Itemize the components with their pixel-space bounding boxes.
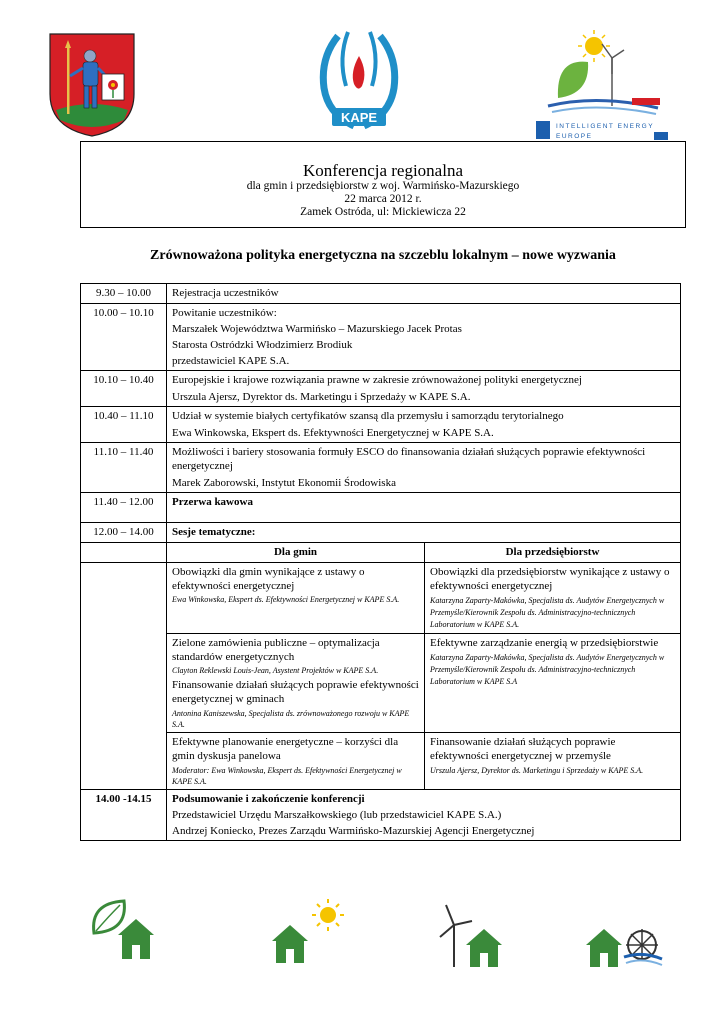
session-speaker: Urszula Ajersz, Dyrektor ds. Marketingu i Sprzedaży w KAPE S.A. bbox=[430, 766, 644, 775]
event-line: Ewa Winkowska, Ekspert ds. Efektywności Energetycznej w KAPE S.A. bbox=[172, 427, 494, 439]
session-speaker: Katarzyna Zaparty-Makówka, Specjalista ds. Audytów Energetycznych w Przemyśle/Kierownik Zespołu ds. Administracyjno-technicznych Laboratorium w KAPE S.A. bbox=[430, 596, 665, 629]
leaf-house-icon bbox=[84, 895, 204, 970]
table-row bbox=[81, 371, 681, 407]
sun-house-icon bbox=[266, 895, 386, 970]
session-speaker: Moderator: Ewa Winkowska, Ekspert ds. Efektywności Energetycznej w KAPE S.A. bbox=[172, 766, 402, 786]
column-header-przedsiebiorstw: Dla przedsiębiorstw bbox=[425, 543, 681, 563]
event-title: Możliwości i bariery stosowania formuły ESCO do finansowania działań służących poprawie efektywności energetycznej bbox=[172, 446, 646, 472]
session-cell bbox=[167, 733, 425, 790]
event-title: Europejskie i krajowe rozwiązania prawne w zakresie zrównoważonej polityki energetycznej bbox=[172, 374, 582, 386]
table-row bbox=[81, 523, 681, 543]
time-cell: 10.40 – 11.10 bbox=[81, 407, 167, 443]
time-cell: 11.10 – 11.40 bbox=[81, 443, 167, 493]
event-title: Przerwa kawowa bbox=[172, 496, 253, 508]
time-cell: 10.10 – 10.40 bbox=[81, 371, 167, 407]
session-cell bbox=[167, 634, 425, 733]
event-cell bbox=[167, 523, 681, 543]
table-row bbox=[81, 790, 681, 841]
table-row bbox=[81, 733, 681, 790]
water-wheel-house-icon bbox=[584, 895, 704, 970]
event-title: Powitanie uczestników: bbox=[172, 307, 277, 319]
logo-row bbox=[0, 28, 724, 143]
table-row bbox=[81, 407, 681, 443]
event-cell bbox=[167, 407, 681, 443]
session-title: Efektywne zarządzanie energią w przedsiębiorstwie bbox=[430, 637, 659, 649]
agenda-table bbox=[80, 283, 681, 841]
conference-subtitle: dla gmin i przedsiębiorstw z woj. Warmińsko-Mazurskiego bbox=[246, 180, 520, 192]
session-speaker: Katarzyna Zaparty-Makówka, Specjalista ds. Audytów Energetycznych w Przemyśle/Kierownik Zespołu ds. Administracyjno-technicznych Laboratorium w KAPE S.A bbox=[430, 653, 665, 686]
event-line: Andrzej Koniecko, Prezes Zarządu Warmińsko-Mazurskiej Agencji Energetycznej bbox=[172, 825, 535, 837]
table-row bbox=[81, 443, 681, 493]
session-title: Efektywne planowanie energetyczne – korzyści dla gmin dyskusja panelowa bbox=[172, 736, 399, 762]
table-row bbox=[81, 493, 681, 523]
event-title: Udział w systemie białych certyfikatów szansą dla przemysłu i samorządu terytorialnego bbox=[172, 410, 564, 422]
empty-cell bbox=[81, 543, 167, 563]
session-title: Finansowanie działań służących poprawie efektywności energetycznej w przemyśle bbox=[430, 736, 616, 762]
conference-title: Konferencja regionalna bbox=[303, 161, 463, 180]
session-cell bbox=[425, 563, 681, 634]
ie-line1: INTELLIGENT ENERGY bbox=[556, 123, 655, 130]
conference-date: 22 marca 2012 r. bbox=[344, 193, 422, 205]
event-line: Przedstawiciel Urzędu Marszałkowskiego (lub przedstawiciel KAPE S.A.) bbox=[172, 809, 502, 821]
kape-logo-text: KAPE bbox=[340, 110, 378, 125]
time-cell: 11.40 – 12.00 bbox=[81, 493, 167, 523]
intelligent-energy-europe-logo bbox=[528, 28, 680, 143]
session-cell bbox=[425, 634, 681, 733]
conference-venue: Zamek Ostróda, ul: Mickiewicza 22 bbox=[300, 206, 466, 218]
table-row bbox=[81, 284, 681, 304]
time-cell: 12.00 – 14.00 bbox=[81, 523, 167, 543]
session-speaker: Antonina Kaniszewska, Specjalista ds. zrównoważonego rozwoju w KAPE S.A. bbox=[172, 709, 410, 729]
session-cell bbox=[425, 733, 681, 790]
event-cell bbox=[167, 304, 681, 371]
time-cell: 14.00 -14.15 bbox=[81, 790, 167, 841]
session-cell bbox=[167, 563, 425, 634]
table-row bbox=[81, 304, 681, 371]
event-cell bbox=[167, 443, 681, 493]
event-cell bbox=[167, 284, 681, 304]
kape-logo bbox=[308, 28, 410, 142]
event-title: Rejestracja uczestników bbox=[172, 287, 279, 299]
event-title: Podsumowanie i zakończenie konferencji bbox=[172, 793, 365, 805]
event-cell bbox=[167, 371, 681, 407]
event-line: Marek Zaborowski, Instytut Ekonomii Środowiska bbox=[172, 477, 396, 489]
time-cell: 10.00 – 10.10 bbox=[81, 304, 167, 371]
conference-header-box bbox=[80, 141, 686, 228]
table-row bbox=[81, 563, 681, 634]
event-title: Sesje tematyczne: bbox=[172, 526, 256, 538]
town-crest-logo bbox=[48, 32, 136, 138]
footer-icons bbox=[0, 895, 724, 975]
session-speaker: Ewa Winkowska, Ekspert ds. Efektywności Energetycznej w KAPE S.A. bbox=[172, 595, 400, 604]
table-row bbox=[81, 543, 681, 563]
session-speaker: Clayton Reklewski Louis-Jean, Asystent Projektów w KAPE S.A. bbox=[172, 666, 379, 675]
column-header-gmin: Dla gmin bbox=[167, 543, 425, 563]
event-line: Urszula Ajersz, Dyrektor ds. Marketingu i Sprzedaży w KAPE S.A. bbox=[172, 391, 471, 403]
session-title: Finansowanie działań służących poprawie efektywności energetycznej w gminach bbox=[172, 679, 419, 705]
session-title: Zielone zamówienia publiczne – optymalizacja standardów energetycznych bbox=[172, 637, 380, 663]
session-title: Obowiązki dla gmin wynikające z ustawy o efektywności energetycznej bbox=[172, 566, 365, 592]
time-cell: 9.30 – 10.00 bbox=[81, 284, 167, 304]
event-line: Starosta Ostródzki Włodzimierz Brodiuk bbox=[172, 339, 353, 351]
agenda-main-title: Zrównoważona polityka energetyczna na szczeblu lokalnym – nowe wyzwania bbox=[150, 248, 616, 263]
event-line: przedstawiciel KAPE S.A. bbox=[172, 355, 290, 367]
table-row bbox=[81, 634, 681, 733]
ie-line2: EUROPE bbox=[556, 133, 593, 140]
empty-cell bbox=[81, 563, 167, 790]
event-cell bbox=[167, 790, 681, 841]
wind-turbine-house-icon bbox=[432, 895, 552, 970]
session-title: Obowiązki dla przedsiębiorstw wynikające z ustawy o efektywności energetycznej bbox=[430, 566, 670, 592]
event-cell bbox=[167, 493, 681, 523]
event-line: Marszałek Województwa Warmińsko – Mazurskiego Jacek Protas bbox=[172, 323, 462, 335]
